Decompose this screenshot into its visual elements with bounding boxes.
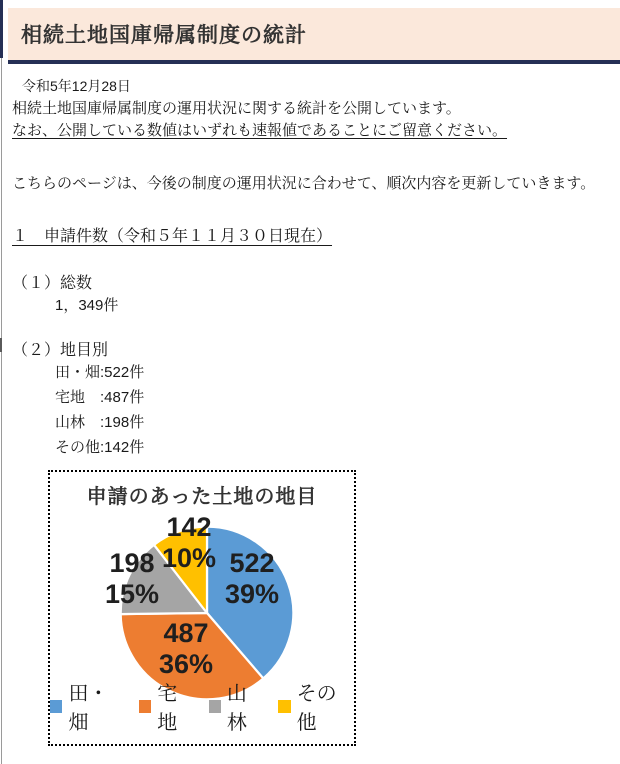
landtype-item-takuchi: 宅地 :487件 xyxy=(55,389,145,406)
legend-swatch-tahata-icon xyxy=(50,700,62,713)
legend-item-sonota xyxy=(278,677,354,735)
legend-label-sonota: その他 xyxy=(296,683,337,734)
pie-label-sonota xyxy=(152,512,226,574)
legend-swatch-sanrin-icon xyxy=(209,700,221,713)
pie-label-takuchi-value: 487 xyxy=(163,618,209,648)
publish-date: 令和5年12月28日 xyxy=(22,78,131,94)
landtype-item-sonota: その他:142件 xyxy=(55,439,145,456)
intro-line1: 相続土地国庫帰属制度の運用状況に関する統計を公開しています。 xyxy=(12,100,461,117)
landtype-item-sanrin: 山林 :198件 xyxy=(55,414,145,431)
pie-label-tahata xyxy=(215,548,289,610)
legend-swatch-sonota-icon xyxy=(278,700,290,713)
intro-paragraph xyxy=(12,98,507,142)
landtype-list xyxy=(55,360,144,460)
pie-label-tahata-pct: 39% xyxy=(224,579,280,609)
land-category-pie-chart xyxy=(48,470,356,746)
legend-item-tahata xyxy=(50,677,126,735)
pie-label-sonota-value: 142 xyxy=(166,512,212,542)
window-edge-accent xyxy=(0,0,3,58)
total-label: （１）総数 xyxy=(12,275,93,292)
page-header xyxy=(8,8,620,64)
legend-swatch-takuchi-icon xyxy=(139,700,151,713)
chart-legend xyxy=(50,677,354,735)
legend-item-takuchi xyxy=(139,677,196,735)
page-title: 相続土地国庫帰属制度の統計 xyxy=(21,24,307,47)
pie-label-takuchi xyxy=(149,618,223,680)
update-note: こちらのページは、今後の制度の運用状況に合わせて、順次内容を更新していきます。 xyxy=(12,175,596,192)
window-edge-tick xyxy=(0,338,2,352)
legend-item-sanrin xyxy=(209,677,266,735)
pie-label-sanrin-pct: 15% xyxy=(104,579,160,609)
section1-heading: １ 申請件数（令和５年１１月３０日現在） xyxy=(12,228,333,245)
by-landtype-label: （２）地目別 xyxy=(12,342,109,359)
pie-label-takuchi-pct: 36% xyxy=(158,649,214,679)
chart-title: 申請のあった土地の地目 xyxy=(86,486,318,508)
legend-label-takuchi: 宅地 xyxy=(157,683,178,734)
window-edge-line xyxy=(1,58,2,764)
legend-label-sanrin: 山林 xyxy=(226,683,247,734)
legend-label-tahata: 田・畑 xyxy=(68,683,109,734)
pie-label-tahata-value: 522 xyxy=(229,548,275,578)
pie-label-sonota-pct: 10% xyxy=(161,543,217,573)
total-count: 1，349件 xyxy=(55,297,119,314)
pie-label-sanrin-value: 198 xyxy=(109,548,155,578)
landtype-item-tahata: 田・畑:522件 xyxy=(55,364,145,381)
intro-line2-underlined: なお、公開している数値はいずれも速報値であることにご留意ください。 xyxy=(12,122,508,139)
